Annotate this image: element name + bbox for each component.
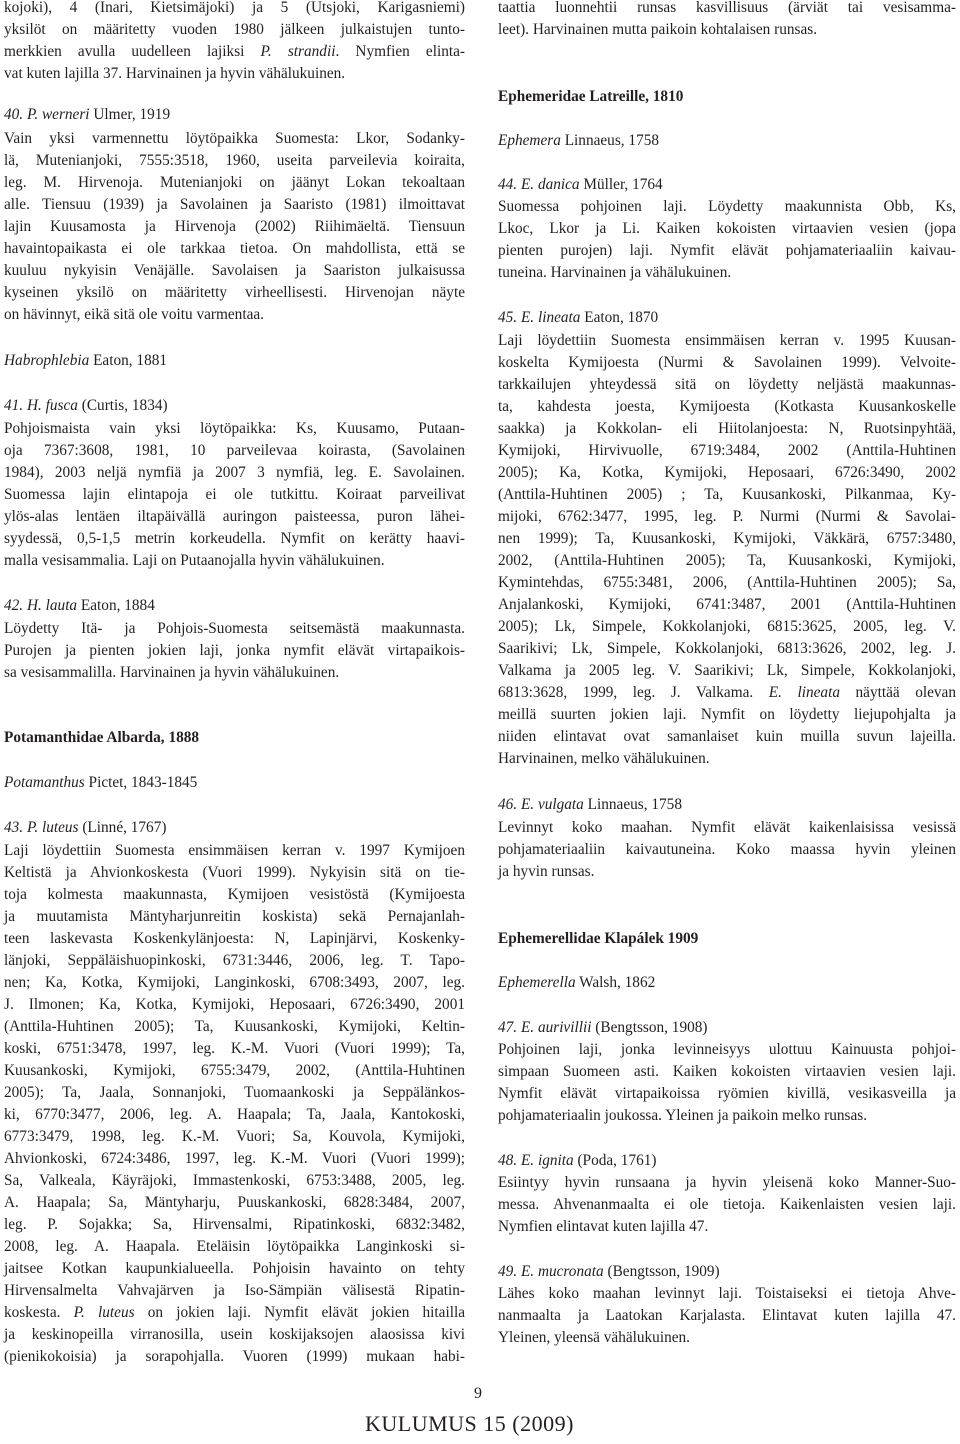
species-43-heading: [4, 817, 465, 839]
text-line: syydessä, 0,5-1,5 metrin korkeudella. Nymfit on kerätty haavi-: [4, 530, 465, 547]
text-line: ja keskinopeilla virranosilla, usein koskijaksojen alaosissa kivi: [4, 1326, 465, 1343]
text-line: Laji löydettiin Suomesta ensimmäisen kerran v. 1997 Kymijoen: [4, 842, 465, 859]
text-line: lä, Mutenianjoki, 7555:3518, 1960, useita parveilevia koiraita,: [4, 152, 465, 169]
text-line: ja hyvin runsas.: [498, 863, 595, 880]
text-line: meillä suurten jokien laji. Nymfit on löydetty liejupohjalta ja: [498, 706, 956, 723]
species-name: 45. E. lineata: [498, 309, 581, 326]
text-line: Kymijoki, Hirvivuolle, 6719:3484, 2002 (Anttila-Huhtinen: [498, 442, 956, 459]
species-42-heading: [4, 595, 465, 617]
text-line: Keltistä ja Ahvionkoskesta (Vuori 1999). Nykyisin sitä on tie-: [4, 864, 465, 881]
text-line: 2008, leg. A. Haapala. Eteläisin löytöpaikka Langinkoski si-: [4, 1238, 465, 1255]
text-line: oja 7367:3608, 1981, 10 parveilevaa koirasta, (Savolainen: [4, 442, 465, 459]
species-48-text: [498, 1172, 956, 1238]
text-line: taattia luonnehtii runsas kasvillisuus (ärviät tai vesisamma-: [498, 0, 956, 16]
journal-footer: KULUMUS 15 (2009): [365, 1411, 574, 1436]
species-name: 49. E. mucronata: [498, 1263, 604, 1280]
text-line: Levinnyt koko maahan. Nymfit elävät kaikenlaisissa vesissä: [498, 819, 956, 836]
text-line: jaitsee Kotkan kaupunkialueella. Pohjoisin havainto on tehty: [4, 1260, 465, 1277]
text-line: sa vesisammalilla. Harvinainen ja hyvin vähälukuinen.: [4, 664, 340, 681]
species-47-text: [498, 1039, 956, 1127]
text-line: ja muutamista Mäntyharjunreitin koskista) sekä Pernajanlah-: [4, 908, 465, 925]
text-line: nanmaalta ja Laatokan Karjalasta. Elintavat kuten lajilla 47.: [498, 1307, 956, 1324]
taxon-name: P. strandii: [260, 43, 336, 60]
species-name: 42. H. lauta: [4, 597, 78, 614]
text-line: lajin Kuusamosta ja Hirvenoja (2002) Riihimäeltä. Tiensuun: [4, 218, 465, 235]
species-43-text: [4, 840, 465, 1368]
species-41-heading: [4, 395, 465, 417]
text-line: tarkkailujen yhteydessä sitä on löydetty neljästä maakunnas-: [498, 376, 956, 393]
species-49-heading: [498, 1261, 956, 1283]
genus-author: Linnaeus, 1758: [560, 132, 660, 149]
text-line: Löydetty Itä- ja Pohjois-Suomesta seitsemästä maakunnasta.: [4, 620, 465, 637]
genus-habrophlebia: [4, 350, 465, 372]
text-line: 2005); Lk, Simpele, Kokkolanjoki, 6815:3625, 2005, leg. V.: [498, 618, 956, 635]
page-number: 9: [474, 1385, 482, 1402]
text-line: J. Ilmonen; Ka, Kotka, Kymijoki, Heposaari, 6726:3490, 2001: [4, 996, 465, 1013]
genus-name: Ephemerella: [498, 974, 576, 991]
species-name: 43. P. luteus: [4, 819, 79, 836]
text-line: nen; Ka, Kotka, Kymijoki, Langinkoski, 6708:3493, 2007, leg.: [4, 974, 465, 991]
species-author: Eaton, 1870: [580, 309, 659, 326]
species-author: Müller, 1764: [579, 176, 663, 193]
species-author: (Linné, 1767): [78, 819, 167, 836]
text-line: Yleinen, yleensä vähälukuinen.: [498, 1329, 690, 1346]
species-44-heading: [498, 174, 956, 196]
text-line: pienten purojen) laji. Nymfit elävät pohjamateriaaliin kaivau-: [498, 242, 956, 259]
text-line: vat kuten lajilla 37. Harvinainen ja hyvin vähälukuinen.: [4, 65, 346, 82]
text-line: Hirvensalmelta Vahvajärven ja Iso-Sämpiän välisestä Ripatin-: [4, 1282, 465, 1299]
genus-author: Walsh, 1862: [575, 974, 656, 991]
text-line: Lkoc, Lkor ja Li. Kaiken kokoisten virtaavien vesien (jopa: [498, 220, 956, 237]
text-line: Esiintyy hyvin runsaana ja hyvin yleisenä koko Manner-Suo-: [498, 1174, 956, 1191]
text-line: pohjamateriaalin joukossa. Yleinen ja paikoin melko runsas.: [498, 1107, 868, 1124]
text-line: Sa, Valkeala, Käyräjoki, Immastenkoski, 6753:3488, 2005, leg.: [4, 1172, 465, 1189]
species-author: Linnaeus, 1758: [583, 796, 682, 813]
text-line: havaintopaikasta ei ole tarkkaa tietoa. On mahdollista, että se: [4, 240, 465, 257]
genus-name: Potamanthus: [4, 774, 85, 791]
text-line: Suomessa pohjoinen laji. Löydetty maakunnista Obb, Ks,: [498, 198, 956, 215]
family-heading-potamanthidae: Potamanthidae Albarda, 1888: [4, 729, 200, 746]
text-line: Ahvionkoski, 6724:3486, 1997, leg. K.-M. Vuori (Vuori 1999);: [4, 1150, 465, 1167]
text-line: koskesta. P. luteus on jokien laji. Nymfit elävät jokien hitailla: [4, 1304, 465, 1321]
species-46-heading: [498, 794, 956, 816]
species-author: (Poda, 1761): [573, 1152, 657, 1169]
species-author: (Bengtsson, 1908): [591, 1019, 708, 1036]
text-line: alle. Tiensuu (1939) ja Savolainen ja Saaristo (1981) ilmoittavat: [4, 196, 465, 213]
text-line: Laji löydettiin Suomesta ensimmäisen kerran v. 1995 Kuusan-: [498, 332, 956, 349]
text-line: ylös-alas lentäen iltapäivällä auringon paisteessa, puron lähei-: [4, 508, 465, 525]
genus-name: Habrophlebia: [4, 352, 90, 369]
species-48-heading: [498, 1150, 956, 1172]
text-line: toja kolmesta maakunnasta, Kymijoen vesistöstä (Kymijoesta: [4, 886, 465, 903]
species-author: Ulmer, 1919: [89, 106, 171, 123]
text-line: on hävinnyt, eikä sitä ole voitu varmentaa.: [4, 306, 264, 323]
species-author: (Curtis, 1834): [77, 397, 168, 414]
text-line: simpaan Suomeen asti. Kaiken kokoisten virtaavien vesien laji.: [498, 1063, 956, 1080]
text-line: 6773:3479, 1998, leg. K.-M. Vuori; Sa, Kouvola, Kymijoki,: [4, 1128, 465, 1145]
text-line: länjoki, Seppäläishuopinkoski, 6731:3446, 2006, leg. T. Tapo-: [4, 952, 465, 969]
text-line: kuuluu nykyisin Venäjälle. Savolaisen ja Saariston julkaisussa: [4, 262, 465, 279]
text-line: Saarikivi; Lk, Simpele, Kokkolanjoki, 6813:3626, 2002, leg. J.: [498, 640, 956, 657]
text-line: yksilöt on määritetty vuoden 1980 jälkeen julkaistujen tunto-: [4, 21, 465, 38]
genus-name: Ephemera: [498, 132, 561, 149]
continued-paragraph: [4, 0, 465, 85]
text-line: Kymintehdas, 6755:3481, 2006, (Anttila-Huhtinen 2005); Sa,: [498, 574, 956, 591]
species-44-text: [498, 196, 956, 284]
text-line: leg. P. Sojakka; Sa, Hirvensalmi, Ripatinkoski, 6832:3482,: [4, 1216, 465, 1233]
text-line: Nymfien elintavat kuten lajilla 47.: [498, 1218, 709, 1235]
family-heading-ephemeridae: Ephemeridae Latreille, 1810: [498, 88, 684, 105]
text-line: kyseinen yksilö on määritetty virheellisesti. Hirvenojan näyte: [4, 284, 465, 301]
text-line: (Anttila-Huhtinen 2005) ; Ta, Kuusankoski, Pilkanmaa, Ky-: [498, 486, 956, 503]
genus-author: Pictet, 1843-1845: [84, 774, 198, 791]
text-line: Valkama ja 2005 leg. V. Saarikivi; Lk, Simpele, Kokkolanjoki,: [498, 662, 956, 679]
species-name: 40. P. werneri: [4, 106, 90, 123]
text-line: leet). Harvinainen mutta paikoin kohtalaisen runsas.: [498, 21, 818, 38]
text-line: 6813:3628, 1999, leg. J. Valkama. E. lineata näyttää olevan: [498, 684, 956, 701]
text-line: merkkien avulla uudelleen lajiksi P. strandii. Nymfien elinta-: [4, 43, 466, 60]
species-49-text: [498, 1283, 956, 1349]
text-line: koski, 6751:3478, 1997, leg. K.-M. Vuori (Vuori 1999); Ta,: [4, 1040, 465, 1057]
text-line: Purojen ja pienten jokien laji, jonka nymfit elävät virtapaikois-: [4, 642, 465, 659]
text-line: pohjamateriaaliin kaivautuneina. Koko maassa hyvin yleinen: [498, 841, 956, 858]
text-line: ki, 6770:3477, 2006, leg. A. Haapala; Ta, Jaala, Kantokoski,: [4, 1106, 465, 1123]
genus-ephemera: [498, 130, 956, 152]
text-line: malla vesisammalia. Laji on Putaanojalla hyvin vähälukuinen.: [4, 552, 385, 569]
species-name: 44. E. danica: [498, 176, 580, 193]
text-line: 1984), 2003 neljä nymfiä ja 2007 3 nymfiä, leg. E. Savolainen.: [4, 464, 465, 481]
text-line: Suomessa lajin elintapoja ei ole tutkittu. Koiraat parveilivat: [4, 486, 465, 503]
species-name: 47. E. aurivillii: [498, 1019, 592, 1036]
text-line: ta, kahdesta joesta, Kymijoesta (Kotkasta Kuusankoskelle: [498, 398, 956, 415]
text-line: Lähes koko maahan levinnyt laji. Toistaiseksi ei tietoja Ahve-: [498, 1285, 956, 1302]
text-line: saakka) ja Kokkolan- eli Hiitolanjoesta: N, Ruotsinpyhtää,: [498, 420, 956, 437]
text-line: 2002, (Anttila-Huhtinen 2005); Ta, Kuusankoski, Kymijoki,: [498, 552, 956, 569]
text-line: A. Haapala; Sa, Mäntyharju, Puuskankoski, 6828:3484, 2007,: [4, 1194, 465, 1211]
text-line: messa. Ahvenanmaalta ei ole tietoja. Kaikenlaisten vesien laji.: [498, 1196, 956, 1213]
text-line: (pienikokoisia) ja sorapohjalla. Vuoren (1999) mukaan habi-: [4, 1348, 465, 1365]
text-line: 2005); Ta, Jaala, Sonnanjoki, Tuomaankoski ja Seppälänkos-: [4, 1084, 465, 1101]
species-46-text: [498, 817, 956, 883]
text-line: kojoki), 4 (Inari, Kietsimäjoki) ja 5 (Utsjoki, Karigasniemi): [4, 0, 465, 16]
species-40-heading: [4, 104, 465, 126]
species-47-heading: [498, 1017, 956, 1039]
text-line: Vain yksi varmennettu löytöpaikka Suomesta: Lkor, Sodanky-: [4, 130, 465, 147]
text-line: Anjalankoski, Kymijoki, 6741:3487, 2001 (Anttila-Huhtinen: [498, 596, 956, 613]
text-line: (Anttila-Huhtinen 2005); Ta, Kuusankoski, Kymijoki, Keltin-: [4, 1018, 465, 1035]
species-name: 48. E. ignita: [498, 1152, 574, 1169]
text-line: 2005); Ka, Kotka, Kymijoki, Heposaari, 6726:3490, 2002: [498, 464, 956, 481]
text-line: Harvinainen, melko vähälukuinen.: [498, 750, 710, 767]
species-author: (Bengtsson, 1909): [603, 1263, 720, 1280]
text-line: mijoki, 6762:3477, 1995, leg. P. Nurmi (Nurmi & Savolai-: [498, 508, 956, 525]
species-40-text: [4, 128, 465, 326]
taxon-name: P. luteus: [73, 1304, 135, 1321]
species-42-text: [4, 618, 465, 684]
species-45-heading: [498, 307, 956, 329]
text-line: nen 1999); Ta, Kuusankoski, Kymijoki, Väkkärä, 6757:3480,: [498, 530, 956, 547]
text-line: Nymfit elävät virtapaikoissa ryömien kivillä, vesikasveilla ja: [498, 1085, 956, 1102]
taxon-name: E. lineata: [768, 684, 840, 701]
family-heading-ephemerellidae: Ephemerellidae Klapálek 1909: [498, 930, 699, 947]
species-45-text: [498, 330, 956, 770]
genus-ephemerella: [498, 972, 956, 994]
species-name: 41. H. fusca: [4, 397, 78, 414]
text-line: teen laskevasta Koskenkylänjoesta: N, Lapinjärvi, Koskenky-: [4, 930, 465, 947]
continued-paragraph: [498, 0, 956, 41]
text-line: koskelta Kymijoesta (Nurmi & Savolainen 1999). Velvoite-: [498, 354, 956, 371]
text-line: Pohjoinen laji, jonka levinneisyys ulottuu Kainuusta pohjoi-: [498, 1041, 956, 1058]
genus-author: Eaton, 1881: [89, 352, 168, 369]
text-line: niiden elintavat ovat samanlaiset kuin muilla suvun lajeilla.: [498, 728, 956, 745]
species-author: Eaton, 1884: [77, 597, 155, 614]
genus-potamanthus: [4, 772, 465, 794]
text-line: Kuusankoski, Kymijoki, 6755:3479, 2002, (Anttila-Huhtinen: [4, 1062, 465, 1079]
text-line: leg. M. Hirvenoja. Mutenianjoki on jäänyt Lokan tekoaltaan: [4, 174, 465, 191]
text-line: tuneina. Harvinainen ja vähälukuinen.: [498, 264, 732, 281]
species-name: 46. E. vulgata: [498, 796, 584, 813]
text-line: Pohjoismaista vain yksi löytöpaikka: Ks, Kuusamo, Putaan-: [4, 420, 465, 437]
species-41-text: [4, 418, 465, 572]
